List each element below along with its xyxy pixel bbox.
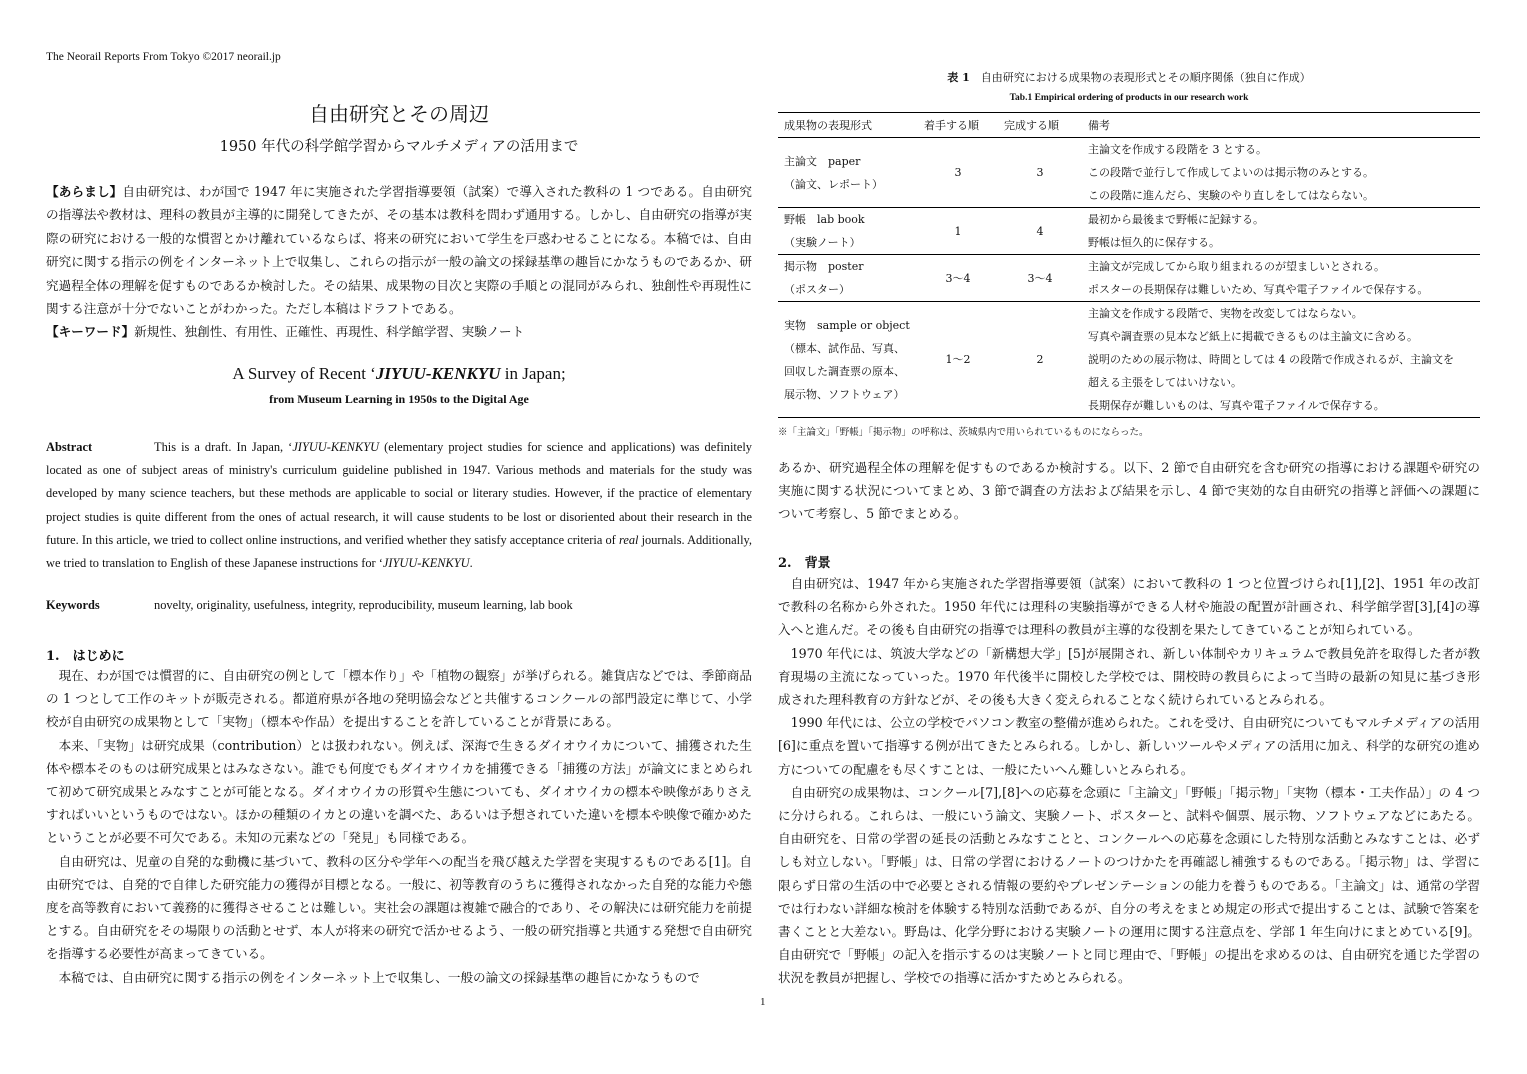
note-line: 説明のための展示物は、時間としては 4 の段階で作成されるが、主論文を	[1088, 353, 1454, 366]
table-cell-start: 1〜2	[918, 302, 998, 418]
section-1-paragraph: 現在、わが国では慣習的に、自由研究の例として「標本作り」や「植物の観察」が挙げられる。雑貨店などでは、季節商品の 1 つとして工作のキットが販売される。都道府県が各地の発明協会などと共催するコンクールの部門設定に準じて、小学校が自由研究の成果物として「実物」（標本や作品）を提出することを許していることが背景にある。	[46, 668, 752, 730]
keywords-en-label: Keywords	[46, 598, 100, 612]
section-2-paragraph: 1990 年代には、公立の学校でパソコン教室の整備が進められた。これを受け、自由研究についてもマルチメディアの活用[6]に重点を置いて指導する例が出てきたとみられる。しかし、新しいツールやメディアの活用に加え、科学的な研究の進め方についての配慮をも尽くすことは、一般にたいへん難しいとみられる。	[778, 715, 1480, 777]
products-table	[778, 112, 1480, 418]
abstract-emph-1: JIYUU-KENKYU	[292, 440, 380, 454]
abstract-emph-2: real	[618, 532, 639, 547]
paper-title-en	[46, 364, 752, 384]
table-cell-form	[778, 302, 918, 418]
section-1-continuation: あるか、研究過程全体の理解を促すものであるか検討する。以下、2 節で自由研究を含む研究の指導における課題や研究の実施に関する状況についてまとめ、3 節で調査の方法および結果を示し、4 節で実効的な自由研究の指導と評価への課題について考察し、5 節でまとめる。	[778, 460, 1480, 522]
section-1-heading: 1. はじめに	[46, 649, 125, 664]
note-line: 長期保存が難しいものは、写真や電子ファイルで保存する。	[1088, 399, 1385, 412]
running-header: The Neorail Reports From Tokyo ©2017 neorail.jp	[46, 51, 281, 63]
abstract-emph-3: JIYUU-KENKYU	[382, 556, 470, 571]
section-2-body	[778, 572, 1480, 990]
note-line: この段階で並行して作成してよいのは掲示物のみとする。	[1088, 166, 1374, 179]
note-line: この段階に進んだら、実験のやり直しをしてはならない。	[1088, 189, 1374, 202]
table-cell-form	[778, 255, 918, 302]
form-name: 主論文 paper	[784, 154, 861, 168]
table-row	[778, 138, 1480, 208]
form-sub: （論文、レポート）	[784, 177, 883, 191]
section-1-paragraph: 自由研究は、児童の自発的な動機に基づいて、教科の区分や学年への配当を飛び越えた学習を実現するものである[1]。自由研究では、自発的で自律した研究能力の獲得が目標となる。一般に、初等教育のうちに獲得されなかった自発的な能力や態度を高等教育において義務的に獲得させることは難しい。実社会の課題は複雑で融合的であり、その解決には研究能力を前提とする。自由研究をその場限りの活動とせず、本人が将来の研究で活かせるよう、一般の研究指導と共通する発想で自由研究を指導する必要性が高まってきている。	[46, 853, 752, 962]
summary-label: 【あらまし】	[46, 184, 123, 199]
table-caption-text: 自由研究における成果物の表現形式とその順序関係（独自に作成）	[980, 71, 1311, 84]
summary-block	[46, 180, 752, 344]
table-cell-form	[778, 208, 918, 255]
note-line: 超える主張をしてはいけない。	[1088, 376, 1242, 389]
table-cell-end: 3〜4	[998, 255, 1082, 302]
table-cell-form	[778, 138, 918, 208]
keywords-jp-text: 新規性、独創性、有用性、正確性、再現性、科学館学習、実験ノート	[134, 324, 525, 340]
title-en-post: in Japan;	[500, 364, 566, 383]
section-1-body	[46, 664, 752, 989]
note-line: ポスターの長期保存は難しいため、写真や電子ファイルで保存する。	[1088, 283, 1429, 296]
paper-subtitle-en: from Museum Learning in 1950s to the Digital Age	[269, 392, 529, 406]
table-row	[778, 208, 1480, 255]
abstract-text-3: journals. Additionally, we tried to translation to English of these Japanese instructions for ‘	[46, 532, 752, 571]
table-caption-jp	[778, 69, 1480, 85]
table-cell-end: 4	[998, 208, 1082, 255]
table-header-cell: 着手する順	[918, 113, 998, 138]
form-sub: （標本、試作品、写真、	[784, 341, 905, 355]
abstract-text-1: This is a draft. In Japan, ‘	[154, 440, 293, 454]
table-header-cell: 完成する順	[998, 113, 1082, 138]
form-name: 掲示物 poster	[784, 260, 864, 273]
section-1-paragraph: 本来、「実物」は研究成果（contribution）とは扱われない。例えば、深海で生きるダイオウイカについて、捕獲された生体や標本そのものは研究成果とはみなさない。誰でも何度でもダイオウイカを捕獲できる「捕獲の方法」が論文にまとめられて初めて研究成果とみなすことが可能となる。ダイオウイカの形質や生態についても、ダイオウイカの標本や映像がありさえすればいいというものではない。ほかの種類のイカとの違いを調べた、あるいは予想されていた違いを標本や映像で確かめたということが必要不可欠である。未知の元素などの「発見」も同様である。	[46, 737, 752, 846]
table-header-cell: 備考	[1082, 113, 1480, 138]
section-2-paragraph: 自由研究の成果物は、コンクール[7],[8]への応募を念頭に「主論文」「野帳」「掲示物」「実物（標本・工夫作品）」の 4 つに分けられる。これらは、一般にいう論文、実験ノート、ポスターと、試料や個票、展示物、ソフトウェアなどにあたる。自由研究を、日常の学習の延長の活動とみなすことと、コンクールへの応募を念頭にした特別な活動とみなすことは、必ずしも対立しない。「野帳」は、日常の学習におけるノートのつけかたを再確認し補強するものである。「掲示物」は、学習に限らず日常の生活の中で必要とされる情報の要約やプレゼンテーションの能力を養うものである。「主論文」は、通常の学習では行わない詳細な検討を体験する特別な活動であるが、自分の考えをまとめ規定の形式で提出することは、試験で答案を書くことと大差ない。野島は、化学分野における実験ノートの運用に関する注意点を、学部 1 年生向けにまとめている[9]。自由研究で「野帳」の記入を指示するのは実験ノートと同じ理由で、「野帳」の提出を求めるのは、自由研究を通じた学習の状況を教員が把握し、学校での指導に活かすためとみられる。	[778, 784, 1480, 986]
form-name: 実物 sample or object	[784, 318, 910, 332]
form-sub: （実験ノート）	[784, 236, 861, 249]
page-number: 1	[760, 996, 766, 1008]
table-cell-notes	[1082, 302, 1480, 418]
table-cell-notes	[1082, 208, 1480, 255]
abstract-text-2: (elementary project studies for science and applications) was definitely located as one of subject areas of ministry's curriculum guideline published in 1947. Various methods and materials for the study was developed by many science teachers, but these methods are applicable to social or literary studies. However, if the practice of elementary project studies is quite different from the ones of actual research, it will cause students to be lost or disoriented about their research in the future. In this article, we tried to collect online instructions, and verified whether they satisfy acceptance criteria of	[46, 440, 752, 547]
form-sub: 展示物、ソフトウェア）	[784, 387, 905, 401]
table-label: 表 1	[947, 71, 970, 84]
keywords-en-text: novelty, originality, usefulness, integrity, reproducibility, museum learning, lab book	[154, 598, 573, 612]
table-cell-start: 3	[918, 138, 998, 208]
note-line: 主論文を作成する段階で、実物を改変してはならない。	[1088, 307, 1363, 320]
table-cell-end: 2	[998, 302, 1082, 418]
section-2-heading: 2. 背景	[778, 556, 831, 571]
section-2-paragraph: 1970 年代には、筑波大学などの「新構想大学」[5]が展開され、新しい体制やカリキュラムで教員免許を取得した者が教育現場の主流になっていった。1970 年代後半に開校した学校では、開校時の教員らによって当時の最新の知見に基づき形成された理科教育の方針などが、その後も大きく変えられることなく続けられているとみられる。	[778, 645, 1480, 708]
title-en-pre: A Survey of Recent ‘	[232, 364, 376, 383]
note-line: 最初から最後まで野帳に記録する。	[1088, 213, 1264, 226]
keywords-jp-label: 【キーワード】	[46, 324, 135, 340]
paper-title-jp: 自由研究とその周辺	[309, 102, 489, 126]
note-line: 主論文が完成してから取り組まれるのが望ましいとされる。	[1088, 260, 1385, 273]
paper-subtitle-jp: 1950 年代の科学館学習からマルチメディアの活用まで	[219, 139, 579, 155]
table-caption-en: Tab.1 Empirical ordering of products in our research work	[1009, 93, 1249, 103]
table-cell-start: 1	[918, 208, 998, 255]
section-2-paragraph: 自由研究は、1947 年から実施された学習指導要領（試案）において教科の 1 つと位置づけられ[1],[2]、1951 年の改訂で教科の名称から外された。1950 年代には理科の実験指導ができる人材や施設の配置が計画され、科学館学習[3],[4]の導入へと進んだ。その後も自由研究の指導では理科の教員が主導的な役割を果たしてきていることが知られている。	[778, 576, 1480, 638]
abstract-label: Abstract	[46, 440, 93, 454]
form-sub: （ポスター）	[784, 283, 850, 296]
table-header-cell: 成果物の表現形式	[778, 113, 918, 138]
note-line: 野帳は恒久的に保存する。	[1088, 236, 1220, 249]
table-cell-notes	[1082, 255, 1480, 302]
abstract-block	[46, 436, 752, 575]
note-line: 主論文を作成する段階を 3 とする。	[1088, 143, 1267, 156]
table-cell-start: 3〜4	[918, 255, 998, 302]
table-cell-notes	[1082, 138, 1480, 208]
summary-text: 自由研究は、わが国で 1947 年に実施された学習指導要領（試案）で導入された教科の 1 つである。自由研究の指導法や教材は、理科の教員が主導的に開発してきたが、その基本は教科を問わず通用する。しかし、自由研究の指導が実際の研究における一般的な慣習とかけ離れているならば、将来の研究において学生を戸惑わせることになる。本稿では、自由研究に関する指示の例をインターネット上で収集し、これらの指示が一般の論文の採録基準の趣旨にかなうものであるか、研究過程全体の理解を促すものであるか検討した。その結果、成果物の目次と実際の手順との混同がみられ、独創性や再現性に関する注意が十分でないことがわかった。ただし本稿はドラフトである。	[46, 184, 753, 317]
title-en-emph: JIYUU-KENKYU	[375, 364, 501, 383]
section-1-paragraph: 本稿では、自由研究に関する指示の例をインターネット上で収集し、一般の論文の採録基準の趣旨にかなうもので	[58, 969, 700, 985]
keywords-en-row	[46, 598, 752, 613]
table-cell-end: 3	[998, 138, 1082, 208]
table-row	[778, 255, 1480, 302]
table-header-row	[778, 113, 1480, 138]
abstract-text-4: .	[469, 556, 473, 571]
note-line: 写真や調査票の見本など紙上に掲載できるものは主論文に含める。	[1088, 330, 1418, 343]
form-name: 野帳 lab book	[784, 213, 865, 226]
table-row	[778, 302, 1480, 418]
form-sub: 回収した調査票の原本、	[784, 364, 905, 378]
table-footnote: ※「主論文」「野帳」「掲示物」の呼称は、茨城県内で用いられているものにならった。	[778, 427, 1149, 438]
